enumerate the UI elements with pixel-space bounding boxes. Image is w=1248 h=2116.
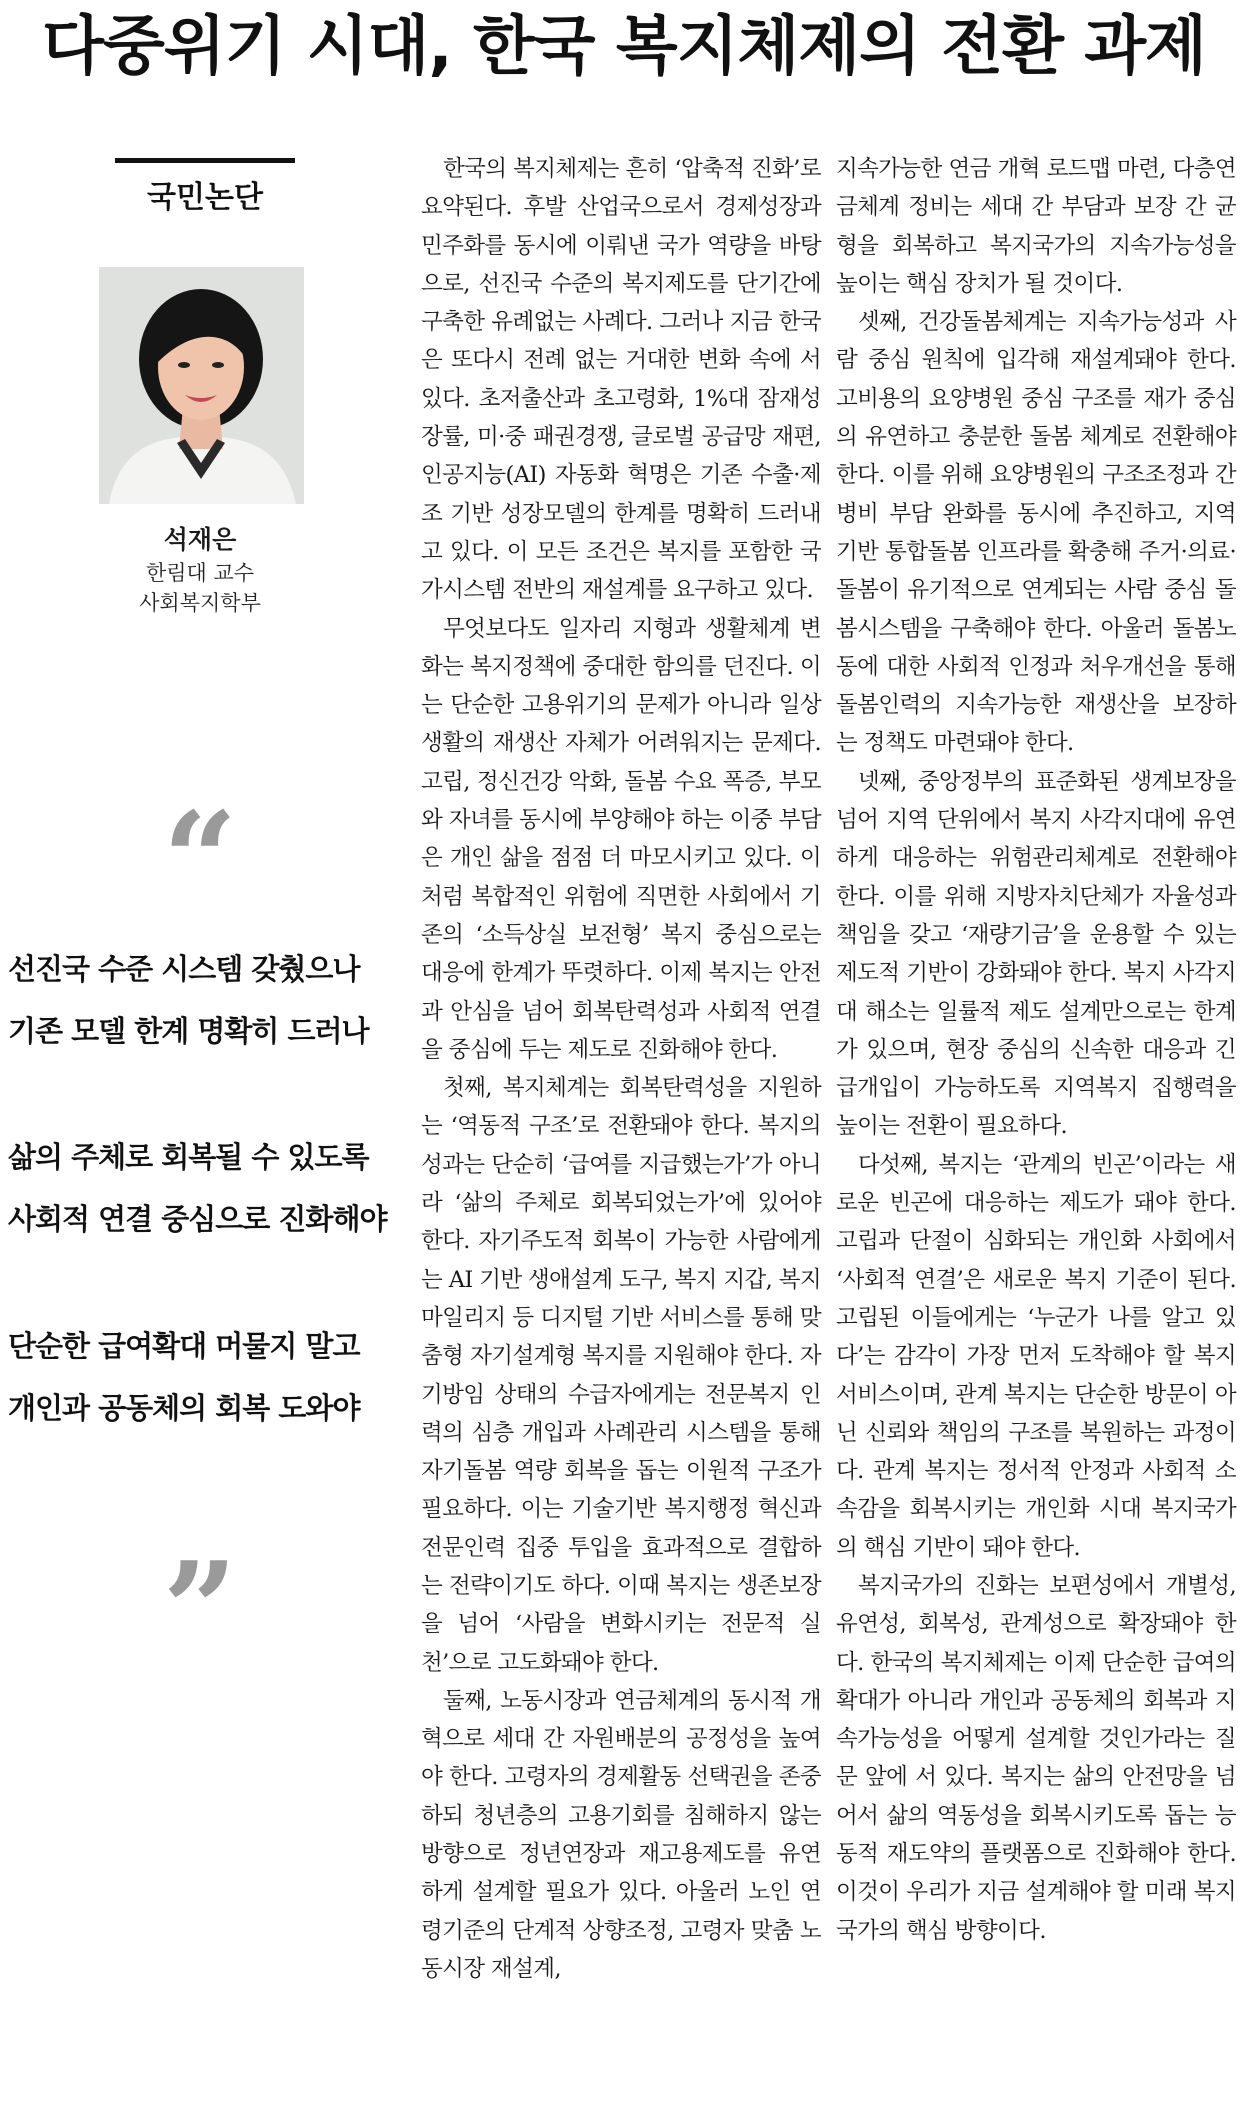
paragraph: 한국의 복지체제는 흔히 ‘압축적 진화’로 요약된다. 후발 산업국으로서 경제성장과 민주화를 동시에 이뤄낸 국가 역량을 바탕으로, 선진국 수준의 복지제도를 단기간에 구축한 유례없는 사례다. 그러나 지금 한국은 또다시 전례 없는 거대한 변화 속에 서 있다. 초저출산과 초고령화, 1%대 잠재성장률, 미·중 패권경쟁, 글로벌 공급망 재편, 인공지능(AI) 자동화 혁명은 기존 수출·제조 기반 성장모델의 한계를 명확히 드러내고 있다. 이 모든 조건은 복지를 포함한 국가시스템 전반의 재설계를 요구하고 있다. — [421, 156, 821, 604]
pull-quote-2-line2: 사회적 연결 중심으로 진화해야 — [8, 1202, 387, 1236]
author-portrait — [99, 267, 304, 504]
paragraph: 무엇보다도 일자리 지형과 생활체계 변화는 복지정책에 중대한 함의를 던진다. 이는 단순한 고용위기의 문제가 아니라 일상생활의 재생산 자체가 어려워지는 문제다. 고립, 정신건강 악화, 돌봄 수요 폭증, 부모와 자녀를 동시에 부양해야 하는 이중 부담은 개인 삶을 점점 더 마모시키고 있다. 이처럼 복합적인 위험에 직면한 사회에서 기존의 ‘소득상실 보전형’ 복지 중심으로는 대응에 한계가 뚜렷하다. 이제 복지는 안전과 안심을 넘어 회복탄력성과 사회적 연결을 중심에 두는 제도로 진화해야 한다. — [421, 615, 821, 1063]
open-quote-icon: “ — [162, 783, 238, 936]
paragraph: 셋째, 건강돌봄체계는 지속가능성과 사람 중심 원칙에 입각해 재설계돼야 한다. 고비용의 요양병원 중심 구조를 재가 중심의 유연하고 충분한 돌봄 체계로 전환해야 한다. 이를 위해 요양병원의 구조조정과 간병비 부담 완화를 동시에 추진하고, 지역 기반 통합돌봄 인프라를 확충해 주거·의료·돌봄이 유기적으로 연계되는 사람 중심 돌봄시스템을 구축해야 한다. 아울러 돌봄노동에 대한 사회적 인정과 처우개선을 통해 돌봄인력의 지속가능한 재생산을 보장하는 정책도 마련돼야 한다. — [836, 309, 1236, 757]
paragraph: 지속가능한 연금 개혁 로드맵 마련, 다층연금체계 정비는 세대 간 부담과 보장 간 균형을 회복하고 복지국가의 지속가능성을 높이는 핵심 장치가 될 것이다. — [836, 156, 1236, 297]
author-affiliation-dept: 사회복지학부 — [139, 591, 261, 615]
author-affiliation-title: 한림대 교수 — [145, 561, 255, 585]
pull-quote-3-line1: 단순한 급여확대 머물지 말고 — [8, 1329, 360, 1363]
pull-quote-3-line2: 개인과 공동체의 회복 도와야 — [8, 1391, 360, 1425]
column-label-rule — [115, 158, 295, 163]
pull-quote-1-line2: 기존 모델 한계 명확히 드러나 — [8, 1014, 369, 1048]
pull-quote-2 — [8, 1126, 388, 1250]
pull-quote-1-line1: 선진국 수준 시스템 갖췄으나 — [8, 952, 360, 986]
pull-quote-2-line1: 삶의 주체로 회복될 수 있도록 — [8, 1140, 369, 1174]
headline: 다중위기 시대, 한국 복지체제의 전환 과제 — [42, 10, 1206, 84]
pull-quote-1 — [8, 938, 388, 1062]
paragraph: 복지국가의 진화는 보편성에서 개별성, 유연성, 회복성, 관계성으로 확장돼야 한다. 한국의 복지체제는 이제 단순한 급여의 확대가 아니라 개인과 공동체의 회복과 지속가능성을 어떻게 설계할 것인가라는 질문 앞에 서 있다. 복지는 삶의 안전망을 넘어서 삶의 역동성을 회복시키도록 돕는 능동적 재도약의 플랫폼으로 진화해야 한다. 이것이 우리가 지금 설계해야 할 미래 복지국가의 핵심 방향이다. — [836, 1572, 1236, 1944]
close-quote-icon: ” — [162, 1533, 238, 1686]
pull-quote-3 — [8, 1315, 388, 1439]
body-column-2 — [836, 150, 1236, 1950]
author-portrait-image — [99, 267, 304, 504]
paragraph: 둘째, 노동시장과 연금체계의 동시적 개혁으로 세대 간 자원배분의 공정성을 높여야 한다. 고령자의 경제활동 선택권을 존중하되 청년층의 고용기회를 침해하지 않는 방향으로 정년연장과 재고용제도를 유연하게 설계할 필요가 있다. 아울러 노인 연령기준의 단계적 상향조정, 고령자 맞춤 노동시장 재설계, — [421, 1687, 821, 1982]
author-name: 석재은 — [163, 525, 237, 554]
body-column-1 — [421, 150, 821, 1988]
paragraph: 첫째, 복지체계는 회복탄력성을 지원하는 ‘역동적 구조’로 전환돼야 한다. 복지의 성과는 단순히 ‘급여를 지급했는가’가 아니라 ‘삶의 주체로 회복되었는가’에 있어야 한다. 자기주도적 회복이 가능한 사람에게는 AI 기반 생애설계 도구, 복지 지갑, 복지 마일리지 등 디지털 기반 서비스를 통해 맞춤형 자기설계형 복지를 지원해야 한다. 자기방임 상태의 수급자에게는 전문복지 인력의 심층 개입과 사례관리 시스템을 통해 자기돌봄 역량 회복을 돕는 이원적 구조가 필요하다. 이는 기술기반 복지행정 혁신과 전문인력 집중 투입을 효과적으로 결합하는 전략이기도 하다. 이때 복지는 생존보장을 넘어 ‘사람을 변화시키는 전문적 실천’으로 고도화돼야 한다. — [421, 1075, 821, 1676]
column-label: 국민논단 — [147, 180, 263, 215]
paragraph: 다섯째, 복지는 ‘관계의 빈곤’이라는 새로운 빈곤에 대응하는 제도가 돼야 한다. 고립과 단절이 심화되는 개인화 사회에서 ‘사회적 연결’은 새로운 복지 기준이 된다. 고립된 이들에게는 ‘누군가 나를 알고 있다’는 감각이 가장 먼저 도착해야 할 복지서비스이며, 관계 복지는 단순한 방문이 아닌 신뢰와 책임의 구조를 복원하는 과정이다. 관계 복지는 정서적 안정과 사회적 소속감을 회복시키는 개인화 시대 복지국가의 핵심 기반이 돼야 한다. — [836, 1151, 1236, 1561]
paragraph: 넷째, 중앙정부의 표준화된 생계보장을 넘어 지역 단위에서 복지 사각지대에 유연하게 대응하는 위험관리체계로 전환해야 한다. 이를 위해 지방자치단체가 자율성과 책임을 갖고 ‘재량기금’을 운용할 수 있는 제도적 기반이 강화돼야 한다. 복지 사각지대 해소는 일률적 제도 설계만으로는 한계가 있으며, 현장 중심의 신속한 대응과 긴급개입이 가능하도록 지역복지 집행력을 높이는 전환이 필요하다. — [836, 768, 1236, 1140]
